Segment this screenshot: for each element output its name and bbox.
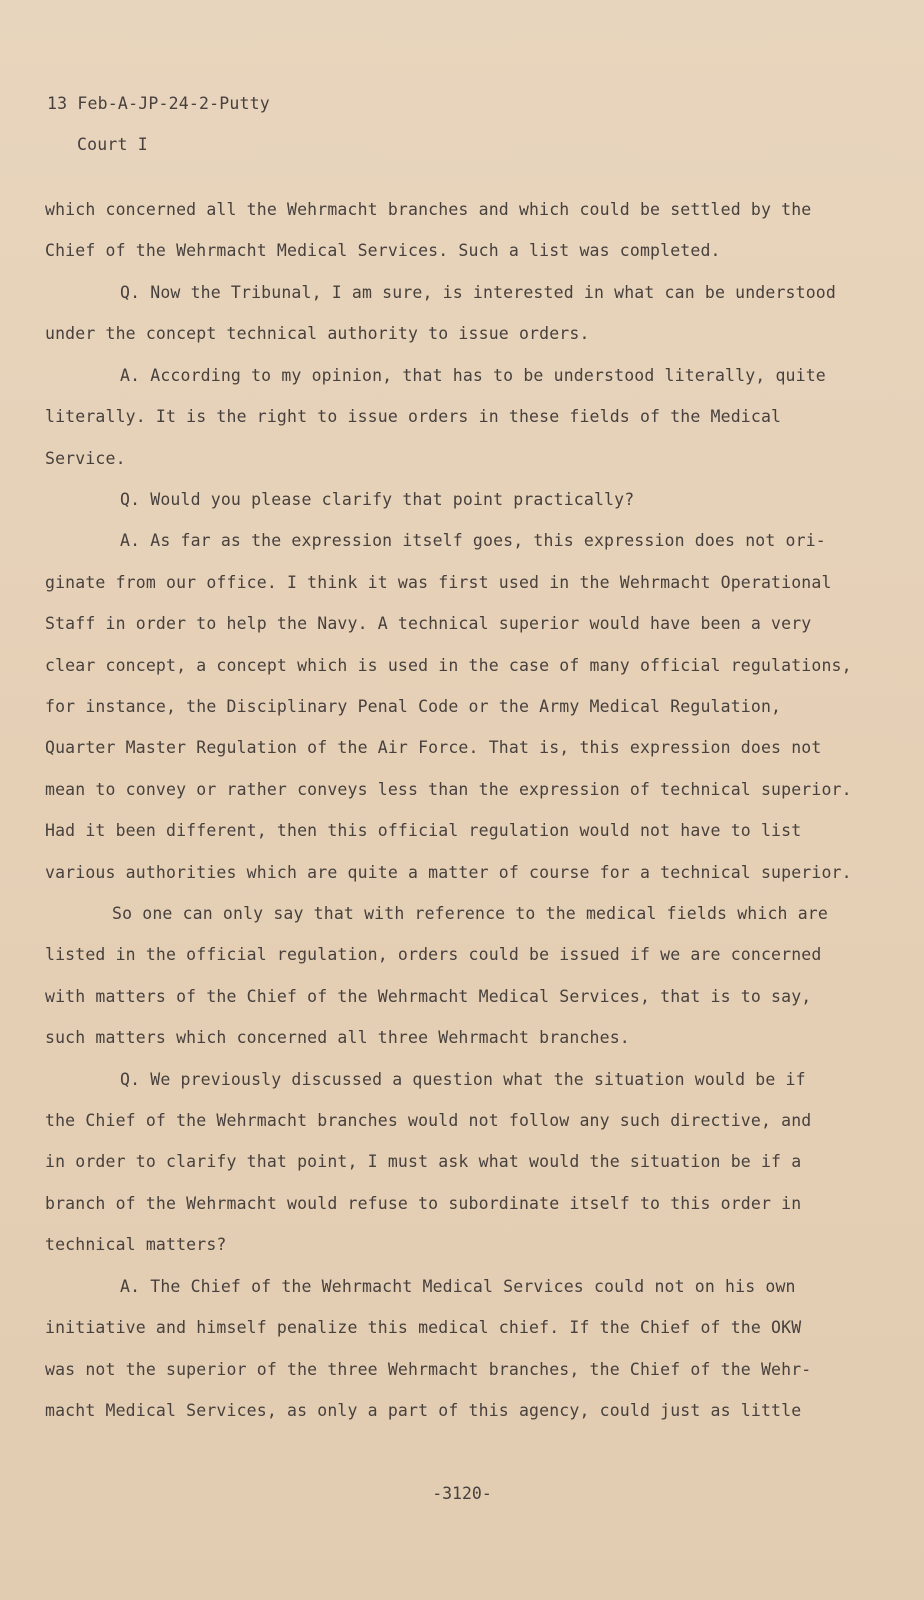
text-line: the Chief of the Wehrmacht branches would not follow any such directive, and (45, 1111, 812, 1130)
text-line: such matters which concerned all three Wehrmacht branches. (45, 1028, 630, 1047)
text-line: Service. (45, 449, 126, 468)
text-line: which concerned all the Wehrmacht branches and which could be settled by the (45, 200, 812, 219)
text-line: clear concept, a concept which is used in the case of many official regulations, (45, 656, 852, 675)
text-line: in order to clarify that point, I must ask what would the situation be if a (45, 1152, 802, 1171)
text-line: listed in the official regulation, orders could be issued if we are concerned (45, 945, 822, 964)
text-line: Quarter Master Regulation of the Air Force. That is, this expression does not (45, 738, 822, 757)
text-line: technical matters? (45, 1235, 227, 1254)
text-line: with matters of the Chief of the Wehrmacht Medical Services, that is to say, (45, 987, 812, 1006)
text-line: mean to convey or rather conveys less than the expression of technical superior. (45, 780, 852, 799)
page-number: -3120- (432, 1484, 492, 1503)
text-line: Chief of the Wehrmacht Medical Services. Such a list was completed. (45, 241, 721, 260)
text-line: A. The Chief of the Wehrmacht Medical Services could not on his own (120, 1277, 796, 1296)
text-line: Q. We previously discussed a question what the situation would be if (120, 1070, 806, 1089)
text-line: was not the superior of the three Wehrmacht branches, the Chief of the Wehr- (45, 1360, 812, 1379)
text-line: Had it been different, then this official regulation would not have to list (45, 821, 802, 840)
text-line: Q. Now the Tribunal, I am sure, is interested in what can be understood (120, 283, 836, 302)
text-line: initiative and himself penalize this medical chief. If the Chief of the OKW (45, 1318, 802, 1337)
document-reference: 13 Feb-A-JP-24-2-Putty (47, 94, 270, 113)
text-line: literally. It is the right to issue orders in these fields of the Medical (45, 407, 782, 426)
text-line: macht Medical Services, as only a part of this agency, could just as little (45, 1401, 802, 1420)
text-line: various authorities which are quite a matter of course for a technical superior. (45, 863, 852, 882)
text-line: Staff in order to help the Navy. A technical superior would have been a very (45, 614, 812, 633)
text-line: A. As far as the expression itself goes, this expression does not ori- (120, 531, 826, 550)
text-line: for instance, the Disciplinary Penal Code or the Army Medical Regulation, (45, 697, 782, 716)
text-line: branch of the Wehrmacht would refuse to subordinate itself to this order in (45, 1194, 802, 1213)
text-line: A. According to my opinion, that has to be understood literally, quite (120, 366, 826, 385)
text-line: ginate from our office. I think it was first used in the Wehrmacht Operational (45, 573, 832, 592)
text-line: Q. Would you please clarify that point practically? (120, 490, 635, 509)
text-line: under the concept technical authority to issue orders. (45, 324, 590, 343)
court-label: Court I (77, 135, 148, 154)
text-line: So one can only say that with reference to the medical fields which are (112, 904, 828, 923)
